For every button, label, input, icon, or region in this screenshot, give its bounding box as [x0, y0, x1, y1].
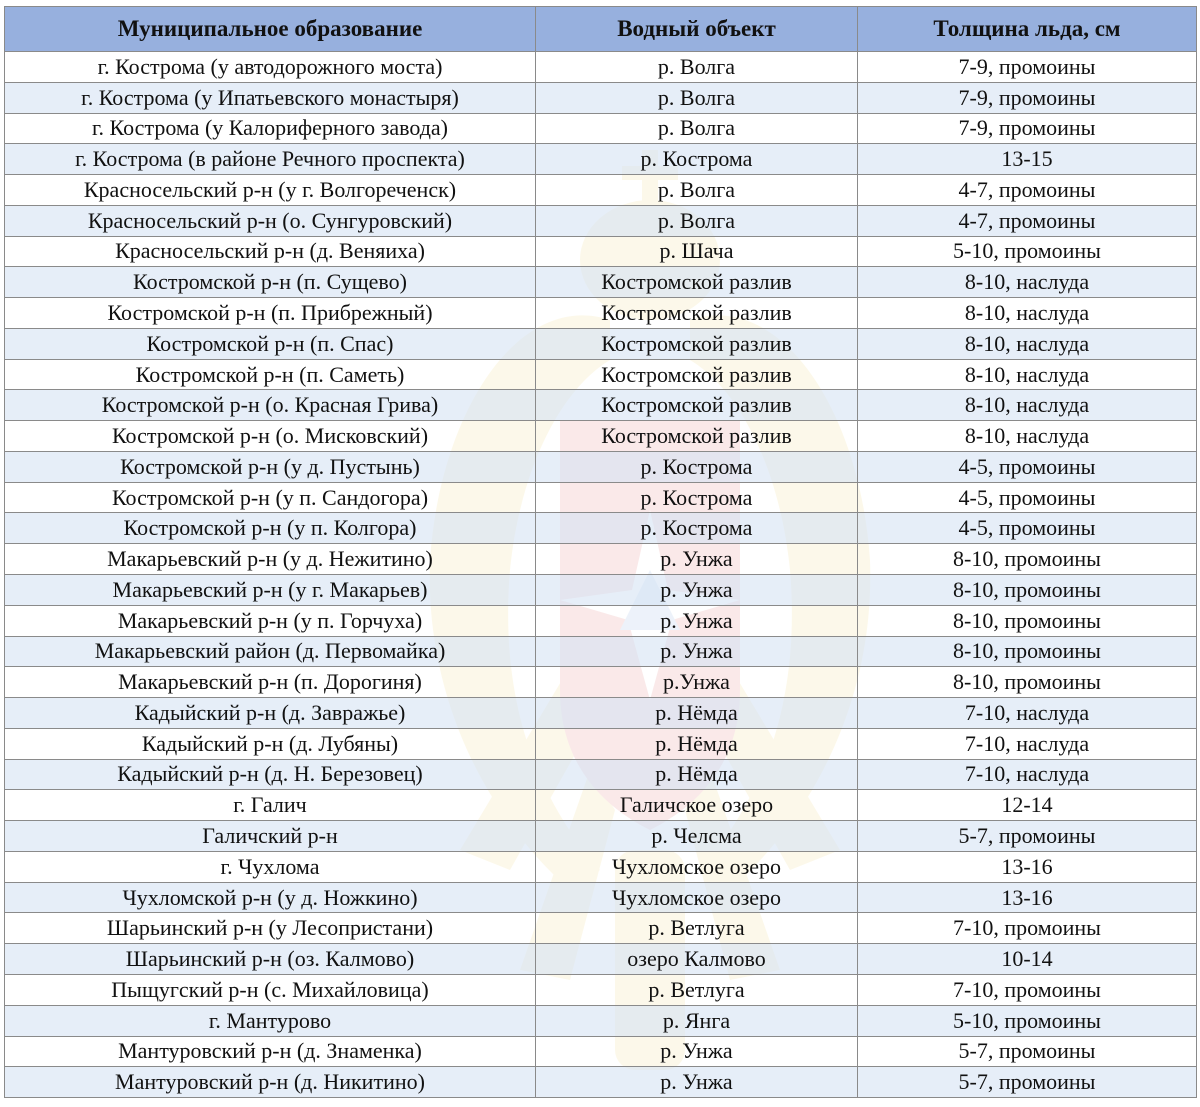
municipality-cell: Кадыйский р-н (д. Н. Березовец): [5, 759, 536, 790]
water-body-cell: р. Унжа: [536, 1036, 858, 1067]
ice-thickness-cell: 4-7, промоины: [858, 175, 1197, 206]
header-ice-thickness: Толщина льда, см: [858, 7, 1197, 52]
ice-thickness-cell: 5-7, промоины: [858, 821, 1197, 852]
water-body-cell: Костромской разлив: [536, 359, 858, 390]
water-body-cell: р. Кострома: [536, 451, 858, 482]
municipality-cell: Макарьевский р-н (у п. Горчуха): [5, 605, 536, 636]
water-body-cell: Костромской разлив: [536, 267, 858, 298]
water-body-cell: р. Унжа: [536, 544, 858, 575]
water-body-cell: р. Унжа: [536, 605, 858, 636]
table-row: [5, 882, 1197, 913]
ice-thickness-cell: 10-14: [858, 944, 1197, 975]
ice-thickness-cell: 8-10, наслуда: [858, 359, 1197, 390]
table-row: [5, 298, 1197, 329]
table-row: [5, 728, 1197, 759]
ice-thickness-cell: 12-14: [858, 790, 1197, 821]
ice-thickness-cell: 7-10, наслуда: [858, 759, 1197, 790]
ice-thickness-cell: 13-16: [858, 851, 1197, 882]
municipality-cell: Макарьевский р-н (у г. Макарьев): [5, 575, 536, 606]
table-row: [5, 1036, 1197, 1067]
water-body-cell: р. Волга: [536, 82, 858, 113]
water-body-cell: Галичское озеро: [536, 790, 858, 821]
table-row: [5, 605, 1197, 636]
water-body-cell: р. Кострома: [536, 513, 858, 544]
table-row: [5, 113, 1197, 144]
ice-thickness-cell: 13-15: [858, 144, 1197, 175]
municipality-cell: Мантуровский р-н (д. Никитино): [5, 1067, 536, 1098]
table-row: [5, 359, 1197, 390]
table-row: [5, 1005, 1197, 1036]
municipality-cell: г. Галич: [5, 790, 536, 821]
municipality-cell: Красносельский р-н (у г. Волгореченск): [5, 175, 536, 206]
water-body-cell: р. Нёмда: [536, 698, 858, 729]
municipality-cell: Кадыйский р-н (д. Завражье): [5, 698, 536, 729]
water-body-cell: р. Волга: [536, 175, 858, 206]
header-water-body: Водный объект: [536, 7, 858, 52]
municipality-cell: Мантуровский р-н (д. Знаменка): [5, 1036, 536, 1067]
municipality-cell: Костромской р-н (п. Саметь): [5, 359, 536, 390]
ice-thickness-cell: 8-10, промоины: [858, 544, 1197, 575]
table-row: [5, 82, 1197, 113]
municipality-cell: Галичский р-н: [5, 821, 536, 852]
header-municipality: Муниципальное образование: [5, 7, 536, 52]
municipality-cell: г. Мантурово: [5, 1005, 536, 1036]
table-row: [5, 667, 1197, 698]
water-body-cell: Костромской разлив: [536, 328, 858, 359]
ice-thickness-cell: 8-10, наслуда: [858, 390, 1197, 421]
municipality-cell: г. Кострома (у Калориферного завода): [5, 113, 536, 144]
ice-thickness-cell: 5-10, промоины: [858, 1005, 1197, 1036]
table-row: [5, 790, 1197, 821]
municipality-cell: Костромской р-н (у д. Пустынь): [5, 451, 536, 482]
table-row: [5, 575, 1197, 606]
water-body-cell: Чухломское озеро: [536, 851, 858, 882]
ice-thickness-cell: 4-5, промоины: [858, 451, 1197, 482]
municipality-cell: Костромской р-н (о. Красная Грива): [5, 390, 536, 421]
water-body-cell: р. Ветлуга: [536, 913, 858, 944]
table-row: [5, 944, 1197, 975]
ice-thickness-cell: 7-10, промоины: [858, 913, 1197, 944]
ice-thickness-cell: 7-10, промоины: [858, 974, 1197, 1005]
water-body-cell: р. Нёмда: [536, 728, 858, 759]
table-row: [5, 913, 1197, 944]
ice-thickness-cell: 8-10, промоины: [858, 636, 1197, 667]
water-body-cell: р. Кострома: [536, 144, 858, 175]
ice-thickness-cell: 5-7, промоины: [858, 1067, 1197, 1098]
water-body-cell: р. Волга: [536, 205, 858, 236]
ice-thickness-cell: 8-10, наслуда: [858, 328, 1197, 359]
water-body-cell: р. Ветлуга: [536, 974, 858, 1005]
table-row: [5, 328, 1197, 359]
municipality-cell: Костромской р-н (у п. Сандогора): [5, 482, 536, 513]
municipality-cell: Чухломской р-н (у д. Ножкино): [5, 882, 536, 913]
water-body-cell: р. Челсма: [536, 821, 858, 852]
water-body-cell: р.Унжа: [536, 667, 858, 698]
water-body-cell: р. Унжа: [536, 1067, 858, 1098]
municipality-cell: Шарьинский р-н (у Лесопристани): [5, 913, 536, 944]
municipality-cell: Кадыйский р-н (д. Лубяны): [5, 728, 536, 759]
municipality-cell: Костромской р-н (п. Прибрежный): [5, 298, 536, 329]
ice-thickness-cell: 5-10, промоины: [858, 236, 1197, 267]
municipality-cell: Костромской р-н (п. Спас): [5, 328, 536, 359]
table-row: [5, 52, 1197, 83]
table-row: [5, 205, 1197, 236]
table-row: [5, 451, 1197, 482]
water-body-cell: Костромской разлив: [536, 298, 858, 329]
ice-thickness-cell: 7-9, промоины: [858, 82, 1197, 113]
municipality-cell: Шарьинский р-н (оз. Калмово): [5, 944, 536, 975]
ice-thickness-cell: 8-10, промоины: [858, 667, 1197, 698]
water-body-cell: р. Янга: [536, 1005, 858, 1036]
table-row: [5, 144, 1197, 175]
ice-thickness-table: [4, 6, 1197, 1098]
table-row: [5, 759, 1197, 790]
water-body-cell: р. Унжа: [536, 636, 858, 667]
table-row: [5, 698, 1197, 729]
water-body-cell: р. Нёмда: [536, 759, 858, 790]
table-row: [5, 974, 1197, 1005]
ice-thickness-cell: 7-10, наслуда: [858, 728, 1197, 759]
municipality-cell: г. Кострома (у Ипатьевского монастыря): [5, 82, 536, 113]
municipality-cell: Пыщугский р-н (с. Михайловица): [5, 974, 536, 1005]
ice-thickness-cell: 8-10, промоины: [858, 575, 1197, 606]
ice-thickness-cell: 7-10, наслуда: [858, 698, 1197, 729]
municipality-cell: Костромской р-н (п. Сущево): [5, 267, 536, 298]
table-row: [5, 482, 1197, 513]
municipality-cell: Красносельский р-н (о. Сунгуровский): [5, 205, 536, 236]
ice-thickness-cell: 7-9, промоины: [858, 113, 1197, 144]
table-row: [5, 421, 1197, 452]
ice-thickness-cell: 7-9, промоины: [858, 52, 1197, 83]
ice-thickness-cell: 4-5, промоины: [858, 513, 1197, 544]
ice-thickness-cell: 13-16: [858, 882, 1197, 913]
ice-thickness-cell: 8-10, наслуда: [858, 267, 1197, 298]
water-body-cell: Чухломское озеро: [536, 882, 858, 913]
water-body-cell: р. Шача: [536, 236, 858, 267]
water-body-cell: Костромской разлив: [536, 421, 858, 452]
table-row: [5, 513, 1197, 544]
table-row: [5, 821, 1197, 852]
ice-thickness-cell: 4-7, промоины: [858, 205, 1197, 236]
table-row: [5, 175, 1197, 206]
municipality-cell: г. Кострома (у автодорожного моста): [5, 52, 536, 83]
table-row: [5, 1067, 1197, 1098]
municipality-cell: Костромской р-н (у п. Колгора): [5, 513, 536, 544]
water-body-cell: р. Волга: [536, 113, 858, 144]
municipality-cell: Костромской р-н (о. Мисковский): [5, 421, 536, 452]
water-body-cell: р. Унжа: [536, 575, 858, 606]
water-body-cell: озеро Калмово: [536, 944, 858, 975]
water-body-cell: Костромской разлив: [536, 390, 858, 421]
municipality-cell: г. Кострома (в районе Речного проспекта): [5, 144, 536, 175]
table-row: [5, 267, 1197, 298]
municipality-cell: г. Чухлома: [5, 851, 536, 882]
table-body: [5, 52, 1197, 1098]
municipality-cell: Макарьевский р-н (п. Дорогиня): [5, 667, 536, 698]
municipality-cell: Макарьевский район (д. Первомайка): [5, 636, 536, 667]
table-row: [5, 390, 1197, 421]
ice-thickness-cell: 4-5, промоины: [858, 482, 1197, 513]
table-row: [5, 544, 1197, 575]
water-body-cell: р. Волга: [536, 52, 858, 83]
ice-thickness-cell: 8-10, промоины: [858, 605, 1197, 636]
table-row: [5, 236, 1197, 267]
table-header-row: [5, 7, 1197, 52]
table-row: [5, 851, 1197, 882]
ice-thickness-cell: 5-7, промоины: [858, 1036, 1197, 1067]
ice-thickness-cell: 8-10, наслуда: [858, 298, 1197, 329]
municipality-cell: Макарьевский р-н (у д. Нежитино): [5, 544, 536, 575]
ice-thickness-cell: 8-10, наслуда: [858, 421, 1197, 452]
municipality-cell: Красносельский р-н (д. Веняиха): [5, 236, 536, 267]
table-row: [5, 636, 1197, 667]
water-body-cell: р. Кострома: [536, 482, 858, 513]
